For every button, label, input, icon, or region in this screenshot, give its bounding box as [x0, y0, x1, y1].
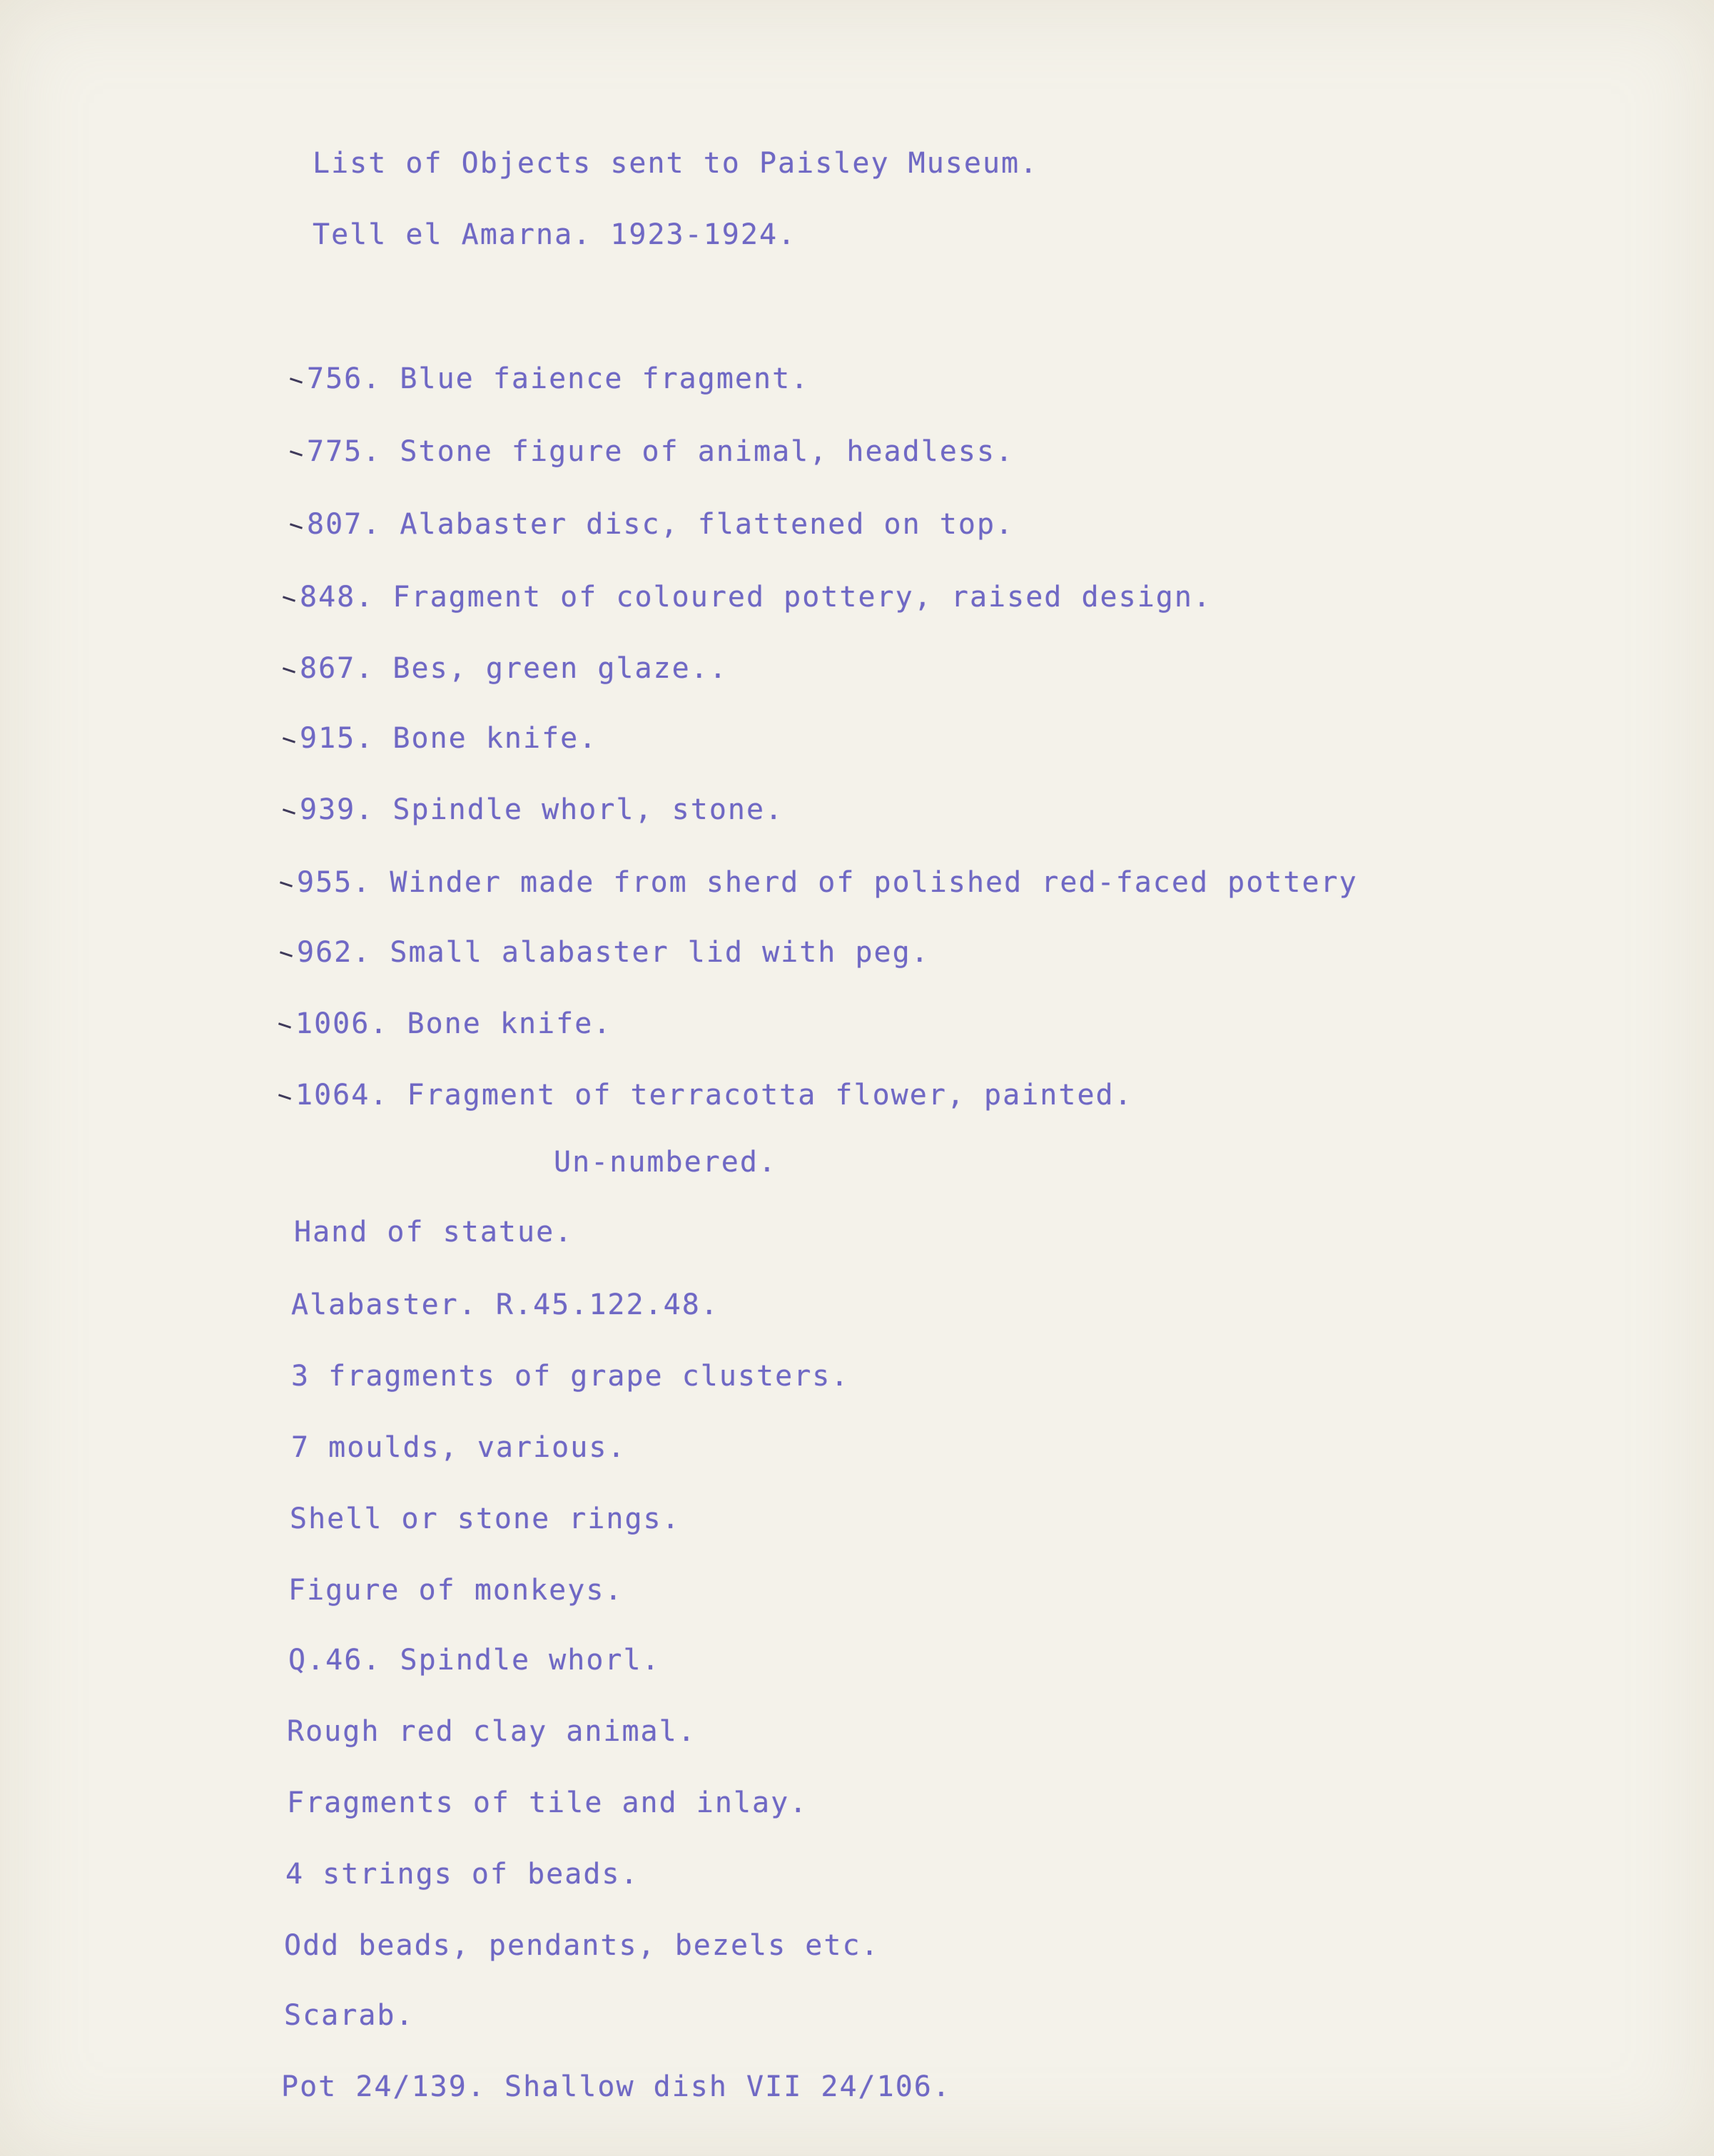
item-description: Alabaster disc, flattened on top.	[400, 508, 1015, 541]
item-description: Fragment of terracotta flower, painted.	[407, 1079, 1133, 1112]
item-description: Spindle whorl, stone.	[392, 793, 784, 826]
unnumbered-item: Hand of statue.	[294, 1216, 574, 1249]
unnumbered-item: Scarab.	[284, 1999, 415, 2032]
item-description: Winder made from sherd of polished red-faced pottery	[390, 866, 1358, 899]
numbered-item	[294, 1007, 612, 1040]
item-description: Small alabaster lid with peg.	[390, 936, 930, 969]
item-description: Blue faience fragment.	[400, 362, 810, 395]
item-number: 807.	[307, 508, 382, 541]
item-number: 955.	[297, 866, 372, 899]
numbered-item	[298, 722, 597, 755]
numbered-item	[305, 508, 1014, 541]
item-description: Bone knife.	[392, 722, 598, 755]
item-description: Bes, green glaze..	[392, 652, 728, 685]
item-number: 1064.	[295, 1079, 389, 1112]
numbered-item	[295, 936, 930, 969]
numbered-item	[298, 793, 784, 826]
unnumbered-item: Fragments of tile and inlay.	[287, 1786, 808, 1819]
unnumbered-item: Odd beads, pendants, bezels etc.	[284, 1929, 880, 1962]
numbered-item	[298, 581, 1212, 614]
item-number: 756.	[307, 362, 382, 395]
unnumbered-heading: Un-numbered.	[554, 1146, 777, 1179]
unnumbered-item: 4 strings of beads.	[285, 1858, 639, 1891]
item-number: 962.	[297, 936, 372, 969]
item-number: 1006.	[295, 1007, 389, 1040]
document-title: List of Objects sent to Paisley Museum.	[313, 147, 1039, 180]
unnumbered-item: Shell or stone rings.	[290, 1502, 681, 1535]
unnumbered-item: Rough red clay animal.	[287, 1715, 696, 1748]
item-description: Bone knife.	[407, 1007, 612, 1040]
document-subtitle: Tell el Amarna. 1923-1924.	[313, 218, 797, 251]
numbered-item	[305, 362, 809, 395]
numbered-item	[294, 1079, 1133, 1112]
numbered-item	[295, 866, 1358, 899]
numbered-item	[305, 435, 1014, 468]
unnumbered-item: 3 fragments of grape clusters.	[291, 1360, 850, 1393]
unnumbered-item: Q.46. Spindle whorl.	[288, 1644, 661, 1677]
unnumbered-item: Pot 24/139. Shallow dish VII 24/106.	[281, 2070, 951, 2103]
item-description: Fragment of coloured pottery, raised design.	[392, 581, 1212, 614]
unnumbered-item: Figure of monkeys.	[288, 1574, 624, 1607]
item-number: 915.	[300, 722, 375, 755]
unnumbered-item: 7 moulds, various.	[291, 1431, 627, 1464]
item-number: 939.	[300, 793, 375, 826]
numbered-item	[298, 652, 728, 685]
item-description: Stone figure of animal, headless.	[400, 435, 1015, 468]
item-number: 867.	[300, 652, 375, 685]
item-number: 848.	[300, 581, 375, 614]
item-number: 775.	[307, 435, 382, 468]
unnumbered-item: Alabaster. R.45.122.48.	[291, 1288, 719, 1321]
